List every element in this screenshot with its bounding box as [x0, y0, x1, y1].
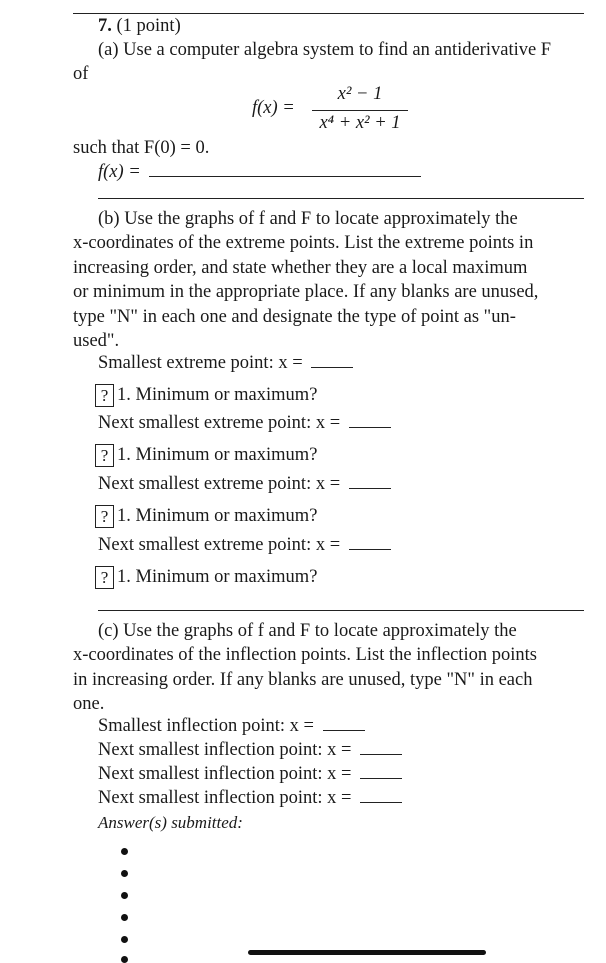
home-indicator[interactable]	[248, 950, 486, 955]
fraction-numerator: x² − 1	[337, 84, 383, 104]
part-a-prompt-cont: of	[73, 64, 89, 84]
submitted-answer-bullet	[121, 914, 128, 921]
function-lhs: f(x) =	[252, 98, 295, 118]
min-max-label: 1. Minimum or maximum?	[117, 445, 318, 465]
inflection-row	[98, 764, 402, 785]
min-max-select-3[interactable]: ?	[95, 505, 114, 528]
answers-submitted-label: Answer(s) submitted:	[98, 813, 243, 832]
extreme-point-input-2[interactable]	[349, 426, 391, 428]
part-b-line: x-coordinates of the extreme points. List the extreme points in	[73, 233, 534, 254]
part-b-line: (b) Use the graphs of f and F to locate approximately the	[98, 209, 518, 229]
part-c-line: in increasing order. If any blanks are unused, type "N" in each	[73, 669, 533, 690]
extreme-point-row	[98, 353, 353, 374]
divider-b-c	[98, 610, 584, 611]
submitted-answer-bullet	[121, 870, 128, 877]
extreme-point-label: Next smallest extreme point: x =	[98, 535, 341, 555]
min-max-label: 1. Minimum or maximum?	[117, 385, 318, 405]
divider-a-b	[98, 198, 584, 199]
problem-points: (1 point)	[116, 16, 181, 36]
min-max-select-2[interactable]: ?	[95, 444, 114, 467]
inflection-row	[98, 740, 402, 761]
part-c-line: (c) Use the graphs of f and F to locate approximately the	[98, 621, 517, 641]
inflection-input-4[interactable]	[360, 801, 402, 803]
extreme-point-label: Smallest extreme point: x =	[98, 353, 303, 373]
submitted-answer-bullet	[121, 936, 128, 943]
extreme-point-row	[98, 413, 391, 434]
part-a-prompt: (a) Use a computer algebra system to find an antiderivative F	[98, 40, 552, 60]
inflection-row	[98, 716, 365, 737]
submitted-answer-bullet	[121, 956, 128, 963]
top-divider	[73, 13, 584, 14]
min-max-label: 1. Minimum or maximum?	[117, 506, 318, 526]
part-b-line: type "N" in each one and designate the type of point as "un-	[73, 306, 516, 327]
part-b-line: or minimum in the appropriate place. If any blanks are unused,	[73, 282, 539, 303]
extreme-point-input-3[interactable]	[349, 487, 391, 489]
problem-number: 7.	[98, 16, 112, 36]
part-c-instructions	[73, 619, 584, 717]
min-max-label: 1. Minimum or maximum?	[117, 567, 318, 587]
part-b-line: used".	[73, 331, 120, 352]
fraction-bar	[312, 110, 408, 111]
submitted-answer-bullet	[121, 892, 128, 899]
answer-a-row	[98, 162, 421, 183]
submitted-answer-bullet	[121, 848, 128, 855]
inflection-input-2[interactable]	[360, 753, 402, 755]
part-b-line: increasing order, and state whether they are a local maximum	[73, 257, 528, 278]
inflection-input-3[interactable]	[360, 777, 402, 779]
extreme-point-input-4[interactable]	[349, 548, 391, 550]
min-max-select-4[interactable]: ?	[95, 566, 114, 589]
part-c-line: one.	[73, 694, 105, 715]
extreme-point-row	[98, 474, 391, 495]
extreme-point-label: Next smallest extreme point: x =	[98, 413, 341, 433]
part-b-instructions	[73, 207, 584, 353]
extreme-point-row	[98, 535, 391, 556]
extreme-point-input-1[interactable]	[311, 366, 353, 368]
inflection-row	[98, 788, 402, 809]
antiderivative-input[interactable]	[149, 175, 421, 177]
min-max-select-1[interactable]: ?	[95, 384, 114, 407]
inflection-input-1[interactable]	[323, 729, 365, 731]
inflection-label: Smallest inflection point: x =	[98, 716, 314, 736]
inflection-label: Next smallest inflection point: x =	[98, 764, 352, 784]
part-c-line: x-coordinates of the inflection points. List the inflection points	[73, 645, 537, 666]
fraction-denominator: x⁴ + x² + 1	[319, 113, 401, 133]
answer-a-label: f(x) =	[98, 162, 141, 182]
problem-header	[98, 16, 181, 37]
inflection-label: Next smallest inflection point: x =	[98, 788, 352, 808]
extreme-point-label: Next smallest extreme point: x =	[98, 474, 341, 494]
initial-condition: such that F(0) = 0.	[73, 138, 210, 158]
inflection-label: Next smallest inflection point: x =	[98, 740, 352, 760]
